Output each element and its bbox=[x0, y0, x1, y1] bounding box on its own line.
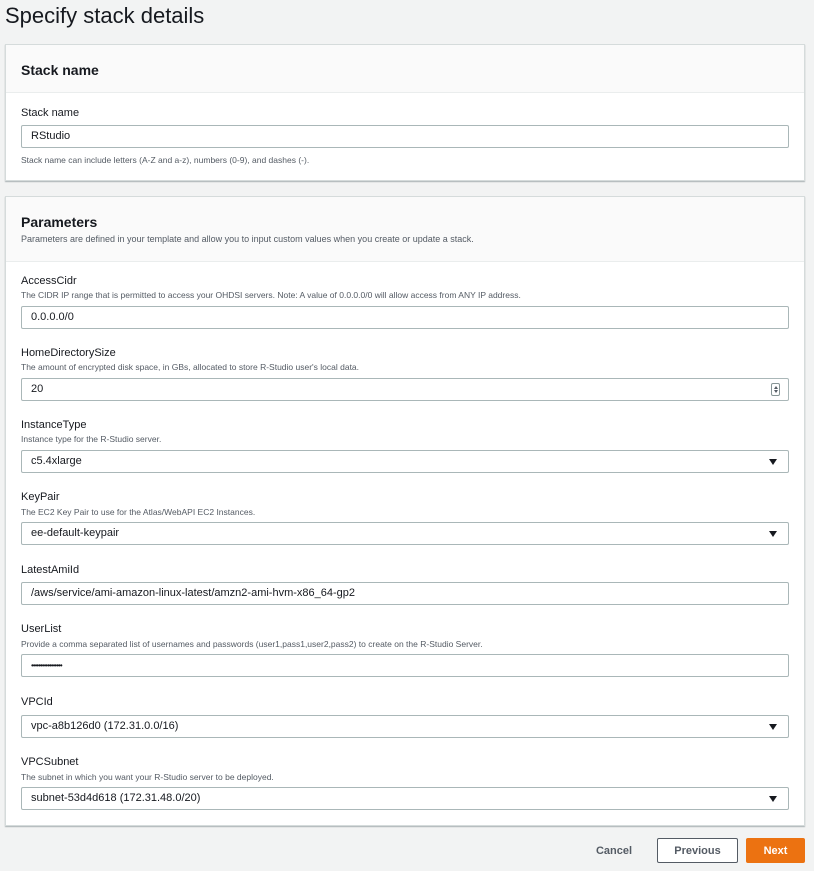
parameters-panel bbox=[5, 196, 805, 826]
key-pair-value: ee-default-keypair bbox=[31, 527, 120, 539]
previous-button[interactable]: Previous bbox=[657, 838, 738, 863]
stack-name-panel bbox=[5, 44, 805, 181]
caret-down-icon bbox=[769, 724, 777, 730]
instance-type-description: Instance type for the R-Studio server. bbox=[21, 434, 162, 444]
instance-type-value: c5.4xlarge bbox=[31, 455, 82, 467]
parameters-panel-title: Parameters bbox=[21, 214, 98, 230]
user-list-label: UserList bbox=[21, 623, 62, 635]
cancel-button[interactable]: Cancel bbox=[585, 838, 643, 863]
key-pair-label: KeyPair bbox=[21, 491, 60, 503]
vpc-subnet-description: The subnet in which you want your R-Studio server to be deployed. bbox=[21, 772, 274, 782]
instance-type-label: InstanceType bbox=[21, 419, 87, 431]
access-cidr-description: The CIDR IP range that is permitted to access your OHDSI servers. Note: A value of 0.0.0.0/0 will allow access from ANY IP address. bbox=[21, 290, 521, 300]
vpc-subnet-value: subnet-53d4d618 (172.31.48.0/20) bbox=[31, 792, 201, 804]
caret-down-icon bbox=[769, 459, 777, 465]
latest-ami-id-input[interactable] bbox=[21, 582, 789, 605]
access-cidr-value: 0.0.0.0/0 bbox=[31, 311, 74, 323]
stepper-icon[interactable] bbox=[771, 383, 780, 396]
page-title: Specify stack details bbox=[5, 3, 205, 28]
caret-down-icon bbox=[769, 796, 777, 802]
stack-name-label: Stack name bbox=[21, 107, 80, 119]
vpc-subnet-select[interactable] bbox=[21, 787, 789, 810]
home-directory-size-label: HomeDirectorySize bbox=[21, 347, 116, 359]
stack-name-input[interactable] bbox=[21, 125, 789, 148]
vpc-id-value: vpc-a8b126d0 (172.31.0.0/16) bbox=[31, 720, 179, 732]
home-directory-size-value: 20 bbox=[31, 383, 44, 395]
vpc-id-label: VPCId bbox=[21, 696, 53, 708]
vpc-id-select[interactable] bbox=[21, 715, 789, 738]
key-pair-select[interactable] bbox=[21, 522, 789, 545]
latest-ami-id-value: /aws/service/ami-amazon-linux-latest/amzn2-ami-hvm-x86_64-gp2 bbox=[31, 587, 356, 599]
access-cidr-input[interactable] bbox=[21, 306, 789, 329]
home-directory-size-input[interactable] bbox=[21, 378, 789, 401]
stack-name-panel-title: Stack name bbox=[21, 62, 99, 78]
vpc-subnet-label: VPCSubnet bbox=[21, 756, 79, 768]
latest-ami-id-label: LatestAmiId bbox=[21, 564, 80, 576]
access-cidr-label: AccessCidr bbox=[21, 275, 77, 287]
stack-name-value: RStudio bbox=[31, 130, 71, 142]
user-list-value: ••••••••••••••••• bbox=[31, 661, 62, 670]
instance-type-select[interactable] bbox=[21, 450, 789, 473]
stack-name-hint: Stack name can include letters (A-Z and a-z), numbers (0-9), and dashes (-). bbox=[21, 155, 310, 165]
caret-down-icon bbox=[769, 531, 777, 537]
stack-name-panel-header bbox=[6, 45, 804, 93]
key-pair-description: The EC2 Key Pair to use for the Atlas/WebAPI EC2 Instances. bbox=[21, 507, 256, 517]
user-list-description: Provide a comma separated list of usernames and passwords (user1,pass1,user2,pass2) to create on the R-Studio Server. bbox=[21, 639, 483, 649]
parameters-panel-header bbox=[6, 197, 804, 262]
parameters-panel-description: Parameters are defined in your template and allow you to input custom values when you create or update a stack. bbox=[21, 234, 474, 244]
next-button[interactable]: Next bbox=[746, 838, 805, 863]
user-list-password-input[interactable] bbox=[21, 654, 789, 677]
home-directory-size-description: The amount of encrypted disk space, in GBs, allocated to store R-Studio user's local data. bbox=[21, 362, 360, 372]
